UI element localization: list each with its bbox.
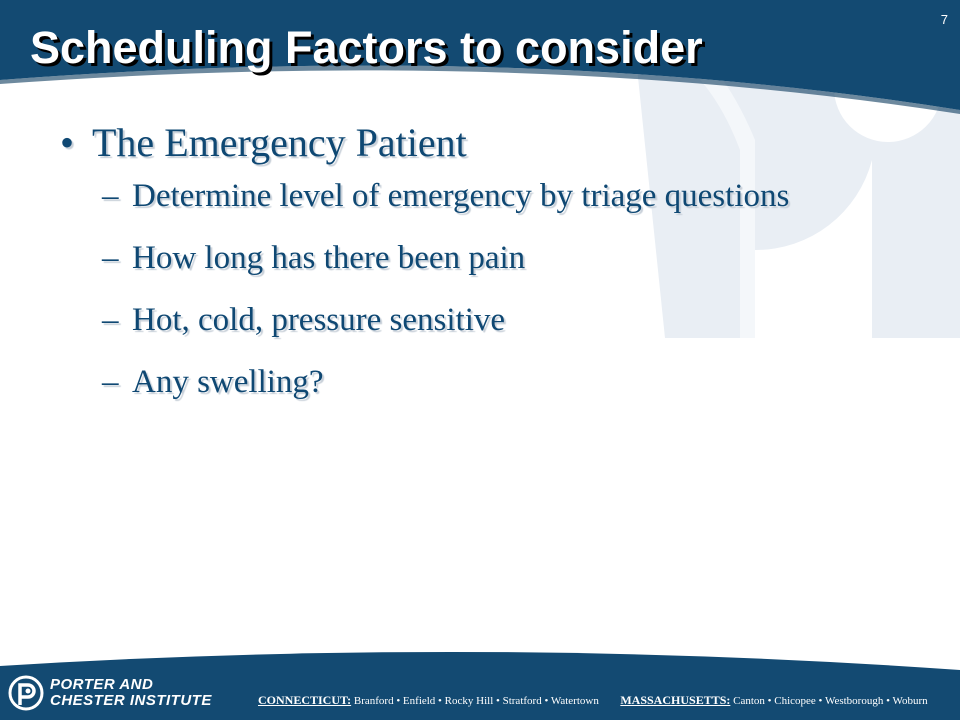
sub-bullet-item [60, 176, 850, 216]
bullet-dot: • [60, 120, 75, 165]
sub-bullet-dash: – [102, 302, 119, 338]
sub-bullet-text: Any swelling? [132, 364, 324, 400]
logo-line-1: PORTER AND [50, 676, 154, 693]
main-bullet [60, 120, 850, 166]
sub-bullet-item [60, 238, 850, 278]
slide-title: Scheduling Factors to consider [30, 22, 703, 73]
slide-number: 7 [940, 12, 948, 27]
sub-bullet-item [60, 300, 850, 340]
porter-chester-logo-icon [8, 675, 44, 711]
connecticut-towns: Branford • Enfield • Rocky Hill • Stratford • Watertown [353, 695, 599, 707]
sub-bullet-list [60, 176, 850, 402]
sub-bullet-dash: – [102, 178, 119, 214]
massachusetts-label: MASSACHUSETTS: [620, 693, 731, 707]
campus-locations [258, 693, 928, 708]
sub-bullet-dash: – [102, 240, 119, 276]
connecticut-label: CONNECTICUT: [258, 693, 352, 707]
sub-bullet-text: How long has there been pain [132, 240, 526, 276]
sub-bullet-dash: – [102, 364, 119, 400]
institute-logo-text [50, 677, 212, 709]
main-bullet-text: The Emergency Patient [92, 120, 467, 165]
massachusetts-towns: Canton • Chicopee • Westborough • Woburn [733, 695, 928, 707]
slide-content [60, 120, 850, 424]
logo-line-2: CHESTER INSTITUTE [50, 692, 212, 709]
sub-bullet-text: Hot, cold, pressure sensitive [132, 302, 506, 338]
sub-bullet-text: Determine level of emergency by triage questions [132, 178, 790, 214]
sub-bullet-item [60, 362, 850, 402]
